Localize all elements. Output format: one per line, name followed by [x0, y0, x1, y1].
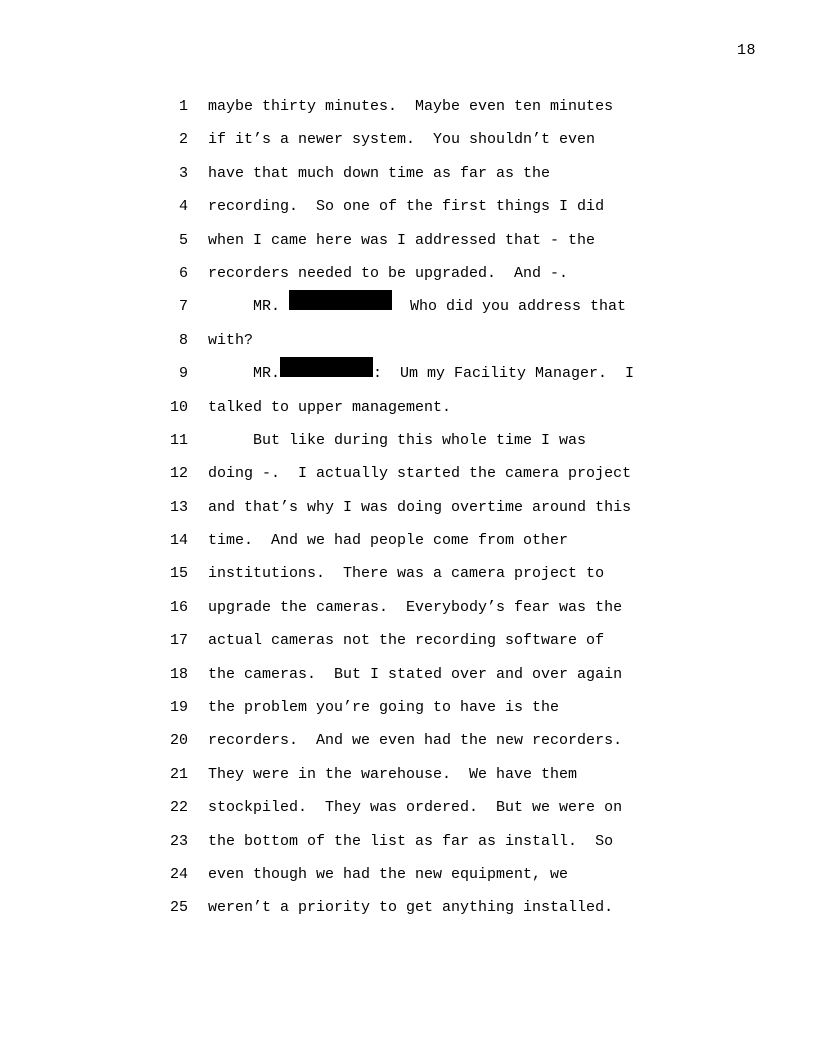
transcript-line — [160, 224, 760, 257]
line-number: 19 — [169, 699, 188, 717]
line-text — [188, 123, 595, 156]
line-text — [188, 324, 253, 357]
text-segment: the problem you’re going to have is the — [208, 699, 560, 717]
line-number: 23 — [169, 832, 188, 850]
transcript-line — [160, 791, 760, 824]
transcript-line — [160, 391, 760, 424]
line-text — [188, 257, 568, 290]
text-segment: when I came here was I addressed that - the — [208, 231, 596, 249]
text-segment: They were in the warehouse. We have them — [208, 765, 578, 783]
transcript-line — [160, 157, 760, 190]
text-segment: recording. So one of the first things I did — [208, 198, 605, 216]
text-segment: actual cameras not the recording software of — [208, 632, 605, 650]
line-number: 4 — [178, 198, 188, 216]
line-number: 13 — [169, 498, 188, 516]
transcript-line — [160, 491, 760, 524]
line-text — [188, 457, 631, 490]
line-number: 18 — [169, 665, 188, 683]
line-text — [188, 290, 626, 323]
text-segment: Who did you address that — [392, 298, 627, 316]
line-text — [188, 524, 568, 557]
text-segment: upgrade the cameras. Everybody’s fear was the — [208, 598, 623, 616]
line-text — [188, 858, 568, 891]
line-text — [188, 557, 604, 590]
line-text — [188, 791, 622, 824]
line-number: 10 — [169, 398, 188, 416]
text-segment: time. And we had people come from other — [208, 532, 569, 550]
line-number: 17 — [169, 632, 188, 650]
transcript-line — [160, 591, 760, 624]
transcript-line — [160, 691, 760, 724]
line-number: 20 — [169, 732, 188, 750]
transcript-line — [160, 724, 760, 757]
transcript-line — [160, 524, 760, 557]
line-number: 14 — [169, 532, 188, 550]
text-segment: have that much down time as far as the — [208, 164, 551, 182]
line-text — [188, 591, 622, 624]
transcript-body — [160, 90, 760, 925]
transcript-line — [160, 257, 760, 290]
line-number: 15 — [169, 565, 188, 583]
transcript-line — [160, 758, 760, 791]
redaction-bar — [289, 290, 392, 310]
line-number: 8 — [178, 331, 188, 349]
redaction-bar — [280, 357, 373, 377]
text-segment: But like during this whole time I was — [208, 431, 587, 449]
transcript-line — [160, 457, 760, 490]
line-text — [188, 624, 604, 657]
line-text — [188, 491, 631, 524]
line-number: 9 — [178, 365, 188, 383]
text-segment: with? — [208, 331, 254, 349]
line-number: 3 — [178, 164, 188, 182]
text-segment: talked to upper management. — [208, 398, 452, 416]
text-segment: : Um my Facility Manager. I — [373, 365, 635, 383]
transcript-line — [160, 658, 760, 691]
text-segment: MR. — [208, 365, 281, 383]
line-text — [188, 724, 622, 757]
line-text — [188, 825, 613, 858]
text-segment: stockpiled. They was ordered. But we were on — [208, 799, 623, 817]
transcript-line — [160, 357, 760, 390]
text-segment: maybe thirty minutes. Maybe even ten minutes — [208, 98, 614, 115]
line-number: 5 — [178, 231, 188, 249]
text-segment: and that’s why I was doing overtime around this — [208, 498, 632, 516]
line-text — [188, 891, 613, 924]
text-segment: the cameras. But I stated over and over again — [208, 665, 623, 683]
line-text — [188, 357, 634, 390]
transcript-line — [160, 424, 760, 457]
transcript-line — [160, 190, 760, 223]
line-number: 22 — [169, 799, 188, 817]
line-number: 24 — [169, 865, 188, 883]
line-number: 16 — [169, 598, 188, 616]
transcript-line — [160, 825, 760, 858]
line-number: 6 — [178, 264, 188, 282]
line-text — [188, 190, 604, 223]
line-number: 25 — [169, 899, 188, 917]
text-segment: the bottom of the list as far as install. So — [208, 832, 614, 850]
transcript-line — [160, 858, 760, 891]
line-text — [188, 691, 559, 724]
text-segment: if it’s a newer system. You shouldn’t even — [208, 131, 596, 149]
transcript-line — [160, 624, 760, 657]
line-text — [188, 658, 622, 691]
transcript-line — [160, 891, 760, 924]
line-number: 7 — [178, 298, 188, 316]
text-segment: weren’t a priority to get anything installed. — [208, 899, 614, 917]
line-text — [188, 391, 451, 424]
transcript-line — [160, 290, 760, 323]
line-number: 12 — [169, 465, 188, 483]
line-text — [188, 224, 595, 257]
line-number: 21 — [169, 765, 188, 783]
text-segment: recorders needed to be upgraded. And -. — [208, 264, 569, 282]
text-segment: recorders. And we even had the new recorders. — [208, 732, 623, 750]
line-text — [188, 90, 613, 123]
transcript-line — [160, 324, 760, 357]
text-segment: doing -. I actually started the camera project — [208, 465, 632, 483]
line-number: 2 — [178, 131, 188, 149]
page-number: 18 — [736, 42, 756, 59]
text-segment: even though we had the new equipment, we — [208, 865, 569, 883]
transcript-line — [160, 557, 760, 590]
line-number: 1 — [178, 98, 188, 115]
line-number: 11 — [169, 431, 188, 449]
line-text — [188, 157, 550, 190]
transcript-line — [160, 123, 760, 156]
transcript-line — [160, 90, 760, 123]
text-segment: institutions. There was a camera project to — [208, 565, 605, 583]
line-text — [188, 424, 586, 457]
text-segment: MR. — [208, 298, 290, 316]
line-text — [188, 758, 577, 791]
